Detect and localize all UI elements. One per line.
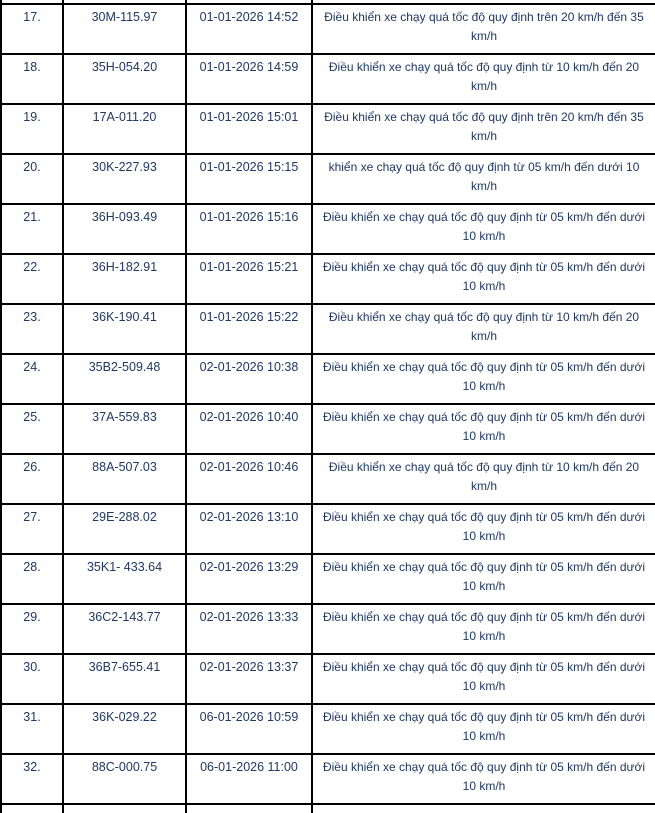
table-row (1, 4, 655, 54)
datetime-cell: 02-01-2026 10:40 (186, 404, 312, 454)
datetime-cell: 02-01-2026 13:10 (186, 504, 312, 554)
violation-cell: Điều khiển xe chạy quá tốc độ quy định từ 05 km/h đến dưới 10 km/h (312, 604, 655, 654)
table-row-partial-bottom (1, 804, 655, 813)
table-row (1, 304, 655, 354)
plate-cell: 36K-190.41 (63, 304, 186, 354)
row-number-cell (1, 804, 63, 813)
row-number-cell: 31. (1, 704, 63, 754)
row-number-cell: 19. (1, 104, 63, 154)
violation-cell: Điều khiển xe chạy quá tốc độ quy định từ 05 km/h đến dưới 10 km/h (312, 504, 655, 554)
violation-cell: khiển xe chạy quá tốc độ quy định từ 05 km/h đến dưới 10 km/h (312, 154, 655, 204)
violation-cell: Điều khiển xe chạy quá tốc độ quy định từ 10 km/h đến 20 km/h (312, 54, 655, 104)
table-row (1, 254, 655, 304)
row-number-cell: 17. (1, 4, 63, 54)
row-number-cell: 29. (1, 604, 63, 654)
datetime-cell: 02-01-2026 13:29 (186, 554, 312, 604)
row-number-cell: 21. (1, 204, 63, 254)
violation-cell: Điều khiển xe chạy quá tốc độ quy định từ 05 km/h đến dưới 10 km/h (312, 404, 655, 454)
datetime-cell: 02-01-2026 13:33 (186, 604, 312, 654)
table-row (1, 504, 655, 554)
plate-cell: 88A-507.03 (63, 454, 186, 504)
row-number-cell: 24. (1, 354, 63, 404)
row-number-cell: 27. (1, 504, 63, 554)
row-number-cell: 28. (1, 554, 63, 604)
plate-cell: 35K1- 433.64 (63, 554, 186, 604)
table-row (1, 454, 655, 504)
violation-cell: Điều khiển xe chạy quá tốc độ quy định từ 05 km/h đến dưới 10 km/h (312, 654, 655, 704)
datetime-cell: 01-01-2026 15:15 (186, 154, 312, 204)
plate-cell: 36B7-655.41 (63, 654, 186, 704)
table-row (1, 354, 655, 404)
table-row (1, 654, 655, 704)
plate-cell: 35H-054.20 (63, 54, 186, 104)
plate-cell: 36H-093.49 (63, 204, 186, 254)
violation-cell: Điều khiển xe chạy quá tốc độ quy định từ 05 km/h đến dưới 10 km/h (312, 754, 655, 804)
table-row (1, 154, 655, 204)
table-row (1, 604, 655, 654)
violation-cell: Điều khiển xe chạy quá tốc độ quy định trên 20 km/h đến 35 km/h (312, 104, 655, 154)
row-number-cell: 18. (1, 54, 63, 104)
datetime-cell: 01-01-2026 14:52 (186, 4, 312, 54)
row-number-cell: 26. (1, 454, 63, 504)
table-row (1, 54, 655, 104)
row-number-cell: 23. (1, 304, 63, 354)
datetime-cell: 01-01-2026 15:01 (186, 104, 312, 154)
plate-cell: 30K-227.93 (63, 154, 186, 204)
violation-cell: Điều khiển xe chạy quá tốc độ quy định từ 05 km/h đến dưới 10 km/h (312, 554, 655, 604)
plate-cell: 36C2-143.77 (63, 604, 186, 654)
violation-cell (312, 804, 655, 813)
plate-cell (63, 804, 186, 813)
violation-cell: Điều khiển xe chạy quá tốc độ quy định từ 10 km/h đến 20 km/h (312, 454, 655, 504)
table-row (1, 704, 655, 754)
table-row (1, 104, 655, 154)
violation-cell: Điều khiển xe chạy quá tốc độ quy định từ 05 km/h đến dưới 10 km/h (312, 704, 655, 754)
datetime-cell: 01-01-2026 15:21 (186, 254, 312, 304)
table-row (1, 404, 655, 454)
plate-cell: 29E-288.02 (63, 504, 186, 554)
datetime-cell: 01-01-2026 15:16 (186, 204, 312, 254)
datetime-cell (186, 804, 312, 813)
datetime-cell: 02-01-2026 10:38 (186, 354, 312, 404)
row-number-cell: 30. (1, 654, 63, 704)
row-number-cell: 32. (1, 754, 63, 804)
plate-cell: 30M-115.97 (63, 4, 186, 54)
datetime-cell: 01-01-2026 14:59 (186, 54, 312, 104)
row-number-cell: 25. (1, 404, 63, 454)
table-row (1, 754, 655, 804)
violation-cell: Điều khiển xe chạy quá tốc độ quy định trên 20 km/h đến 35 km/h (312, 4, 655, 54)
datetime-cell: 06-01-2026 11:00 (186, 754, 312, 804)
row-number-cell: 22. (1, 254, 63, 304)
violation-cell: Điều khiển xe chạy quá tốc độ quy định từ 05 km/h đến dưới 10 km/h (312, 204, 655, 254)
plate-cell: 35B2-509.48 (63, 354, 186, 404)
datetime-cell: 02-01-2026 10:46 (186, 454, 312, 504)
datetime-cell: 02-01-2026 13:37 (186, 654, 312, 704)
violation-cell: Điều khiển xe chạy quá tốc độ quy định từ 05 km/h đến dưới 10 km/h (312, 354, 655, 404)
plate-cell: 36H-182.91 (63, 254, 186, 304)
plate-cell: 36K-029.22 (63, 704, 186, 754)
datetime-cell: 01-01-2026 15:22 (186, 304, 312, 354)
datetime-cell: 06-01-2026 10:59 (186, 704, 312, 754)
plate-cell: 88C-000.75 (63, 754, 186, 804)
plate-cell: 17A-011.20 (63, 104, 186, 154)
row-number-cell: 20. (1, 154, 63, 204)
table-row (1, 204, 655, 254)
plate-cell: 37A-559.83 (63, 404, 186, 454)
table-row (1, 554, 655, 604)
violation-cell: Điều khiển xe chạy quá tốc độ quy định từ 10 km/h đến 20 km/h (312, 304, 655, 354)
violation-cell: Điều khiển xe chạy quá tốc độ quy định từ 05 km/h đến dưới 10 km/h (312, 254, 655, 304)
